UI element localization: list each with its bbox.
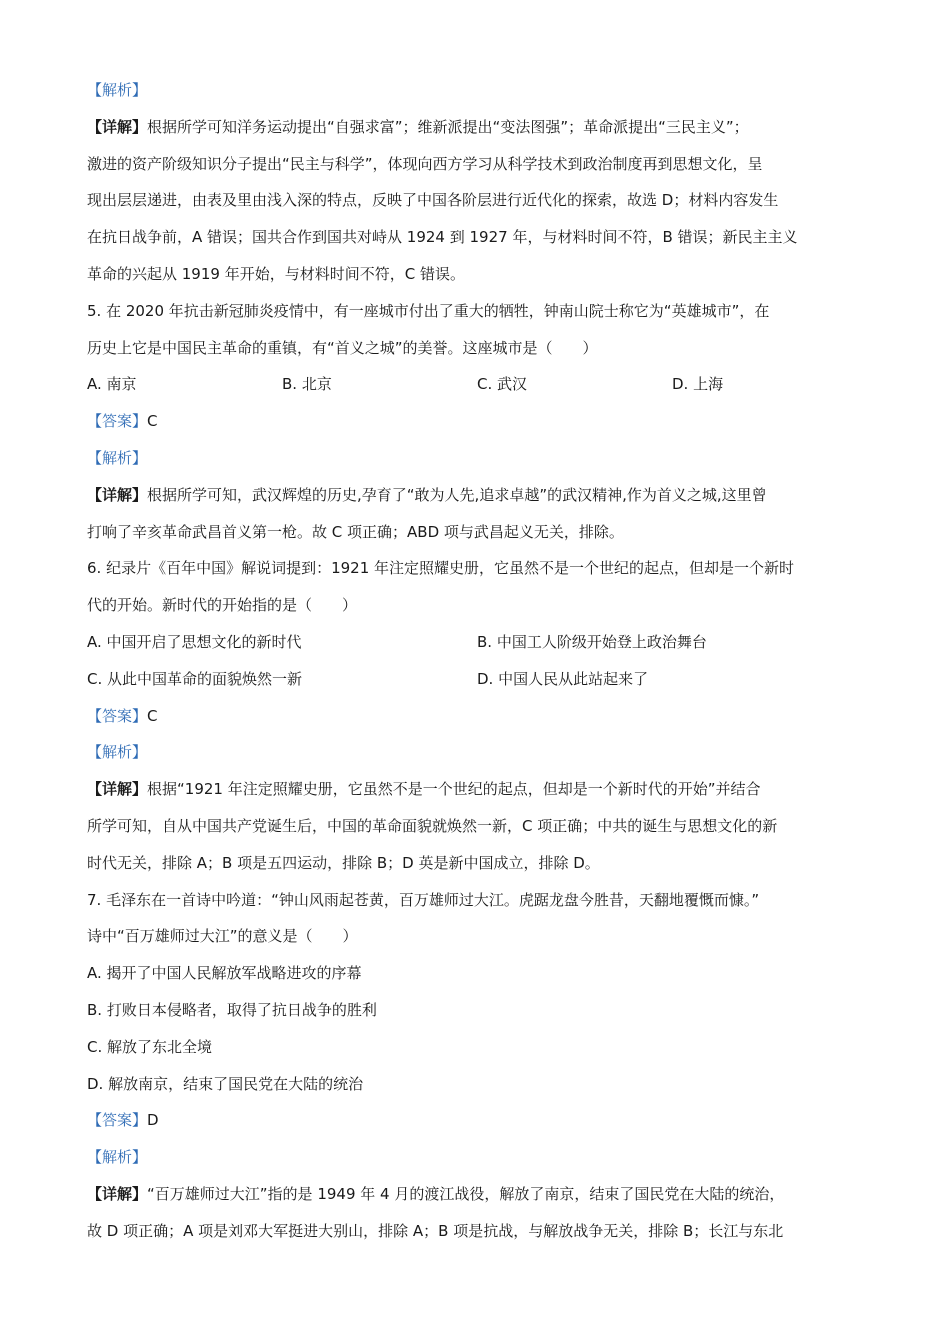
answer-value: C [147, 412, 158, 431]
option-b: B. 中国工人阶级开始登上政治舞台 [477, 632, 707, 651]
option-a: A. 揭开了中国人民解放军战略进攻的序幕 [87, 964, 362, 983]
detail-text: 根据所学可知洋务运动提出“自强求富”；维新派提出“变法图强”；革命派提出“三民主义”； [147, 117, 749, 136]
answer-line [87, 698, 867, 735]
analysis-heading [87, 734, 867, 771]
option-b: B. 打败日本侵略者，取得了抗日战争的胜利 [87, 1000, 377, 1019]
analysis-tag: 【解析】 [87, 743, 148, 762]
detail-line: 现出层层递进，由表及里由浅入深的特点，反映了中国各阶层进行近代化的探索，故选 D；材料内容发生 [87, 191, 779, 210]
answer-tag: 【答案】 [87, 706, 148, 725]
option-c: C. 解放了东北全境 [87, 1037, 213, 1056]
detail-line [87, 109, 867, 146]
detail-tag: 【详解】 [87, 485, 148, 504]
option-d: D. 解放南京，结束了国民党在大陆的统治 [87, 1074, 364, 1093]
analysis-tag: 【解析】 [87, 81, 148, 99]
question-stem: 诗中“百万雄师过大江”的意义是（ ） [87, 927, 358, 946]
detail-text: 根据“1921 年注定照耀史册，它虽然不是一个世纪的起点，但却是一个新时代的开始”并结合 [147, 780, 761, 799]
option-d: D. 中国人民从此站起来了 [477, 669, 649, 688]
question-stem: 代的开始。新时代的开始指的是（ ） [87, 596, 358, 615]
answer-value: C [147, 706, 158, 725]
question-stem: 7. 毛泽东在一首诗中吟道：“钟山风雨起苍黄，百万雄师过大江。虎踞龙盘今胜昔，天翻地覆慨而慷。” [87, 890, 760, 909]
detail-text: “百万雄师过大江”指的是 1949 年 4 月的渡江战役，解放了南京，结束了国民党在大陆的统治， [147, 1184, 785, 1203]
detail-tag: 【详解】 [87, 117, 148, 136]
detail-line: 故 D 项正确；A 项是刘邓大军挺进大别山，排除 A；B 项是抗战，与解放战争无关，排除 B；长江与东北 [87, 1221, 784, 1240]
question-stem: 历史上它是中国民主革命的重镇，有“首义之城”的美誉。这座城市是（ ） [87, 338, 598, 357]
option-d: D. 上海 [672, 375, 724, 394]
detail-line: 打响了辛亥革命武昌首义第一枪。故 C 项正确；ABD 项与武昌起义无关，排除。 [87, 522, 624, 541]
analysis-tag: 【解析】 [87, 1148, 148, 1167]
question-options [87, 661, 867, 698]
question-options [87, 624, 867, 661]
question-stem: 6. 纪录片《百年中国》解说词提到：1921 年注定照耀史册，它虽然不是一个世纪的起点，但却是一个新时 [87, 559, 795, 578]
detail-tag: 【详解】 [87, 1184, 148, 1203]
detail-text: 根据所学可知，武汉辉煌的历史,孕育了“敢为人先,追求卓越”的武汉精神,作为首义之城,这里曾 [147, 485, 767, 504]
analysis-heading [87, 440, 867, 477]
document-page [87, 72, 867, 1250]
analysis-heading [87, 72, 867, 109]
option-c: C. 从此中国革命的面貌焕然一新 [87, 669, 303, 688]
detail-line: 时代无关，排除 A；B 项是五四运动，排除 B；D 英是新中国成立，排除 D。 [87, 853, 600, 872]
detail-line [87, 477, 867, 514]
question-stem: 5. 在 2020 年抗击新冠肺炎疫情中，有一座城市付出了重大的牺牲，钟南山院士称它为“英雄城市”，在 [87, 301, 770, 320]
detail-line [87, 771, 867, 808]
detail-line: 革命的兴起从 1919 年开始，与材料时间不符，C 错误。 [87, 264, 465, 283]
detail-line: 所学可知，自从中国共产党诞生后，中国的革命面貌就焕然一新，C 项正确；中共的诞生与思想文化的新 [87, 816, 778, 835]
detail-line: 在抗日战争前，A 错误；国共合作到国共对峙从 1924 到 1927 年，与材料时间不符，B 错误；新民主主义 [87, 228, 798, 247]
answer-line [87, 403, 867, 440]
question-options [87, 366, 867, 403]
detail-line [87, 1176, 867, 1213]
option-b: B. 北京 [282, 375, 332, 394]
option-c: C. 武汉 [477, 375, 528, 394]
option-a: A. 中国开启了思想文化的新时代 [87, 632, 302, 651]
answer-tag: 【答案】 [87, 1111, 148, 1130]
detail-tag: 【详解】 [87, 780, 148, 799]
answer-value: D [147, 1111, 159, 1130]
analysis-tag: 【解析】 [87, 448, 148, 467]
option-a: A. 南京 [87, 375, 137, 394]
answer-tag: 【答案】 [87, 412, 148, 431]
detail-line: 激进的资产阶级知识分子提出“民主与科学”，体现向西方学习从科学技术到政治制度再到思想文化，呈 [87, 154, 763, 173]
answer-line [87, 1102, 867, 1139]
analysis-heading [87, 1139, 867, 1176]
